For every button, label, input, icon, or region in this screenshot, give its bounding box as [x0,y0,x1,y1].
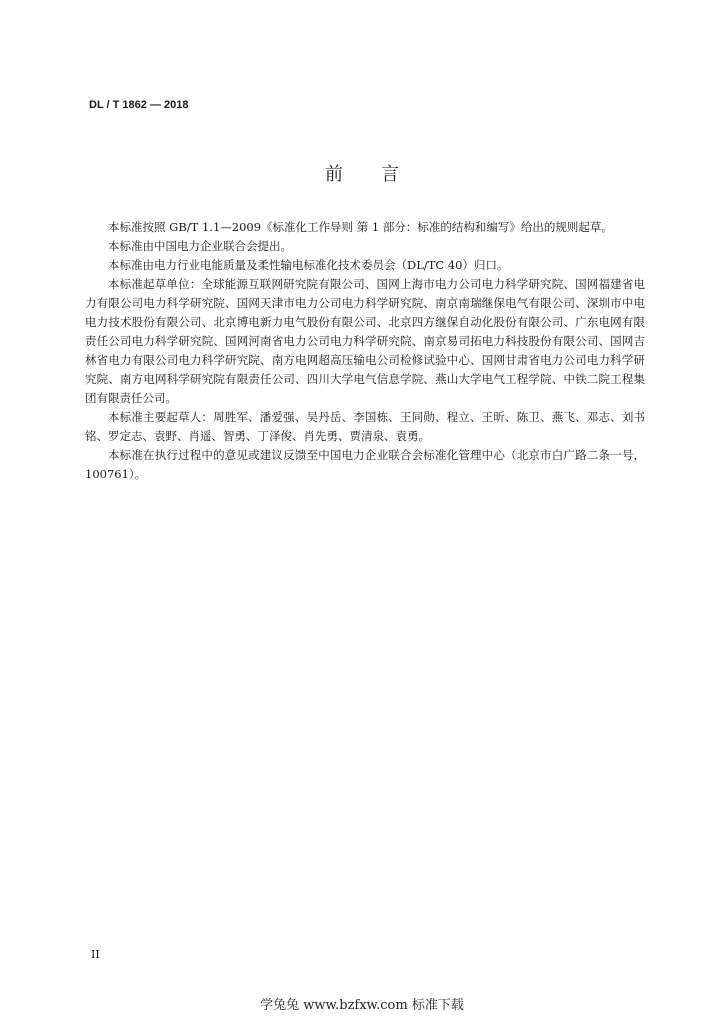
paragraph-proposer: 本标准由中国电力企业联合会提出。 [108,239,292,253]
document-code: DL / T 1862 — 2018 [89,99,189,111]
paragraph-drafting-rules: 本标准按照 GB/T 1.1—2009《标准化工作导则 第 1 部分：标准的结构和编写》给出的规则起草。 [108,220,613,234]
paragraph-feedback: 本标准在执行过程中的意见或建议反馈至中国电力企业联合会标准化管理中心（北京市白广路二条一号，100761）。 [85,448,645,481]
watermark-footer: 学兔兔 www.bzfxw.com 标准下载 [260,998,464,1013]
paragraph-committee: 本标准由电力行业电能质量及柔性输电标准化技术委员会（DL/TC 40）归口。 [108,258,509,272]
page-number: II [91,948,100,961]
page-title: 前言 [325,164,437,185]
paragraph-drafting-units: 本标准起草单位：全球能源互联网研究院有限公司、国网上海市电力公司电力科学研究院、国网福建省电力有限公司电力科学研究院、国网天津市电力公司电力科学研究院、南京南瑞继保电气有限公司、深圳市中电电力技术股份有限公司、北京博电新力电气股份有限公司、北京四方继保自动化股份有限公司、广东电网有限责任公司电力科学研究院、国网河南省电力公司电力科学研究院、南京易司拓电力科技股份有限公司、国网吉林省电力有限公司电力科学研究院、南方电网超高压输电公司检修试验中心、国网甘肃省电力公司电力科学研究院、南方电网科学研究院有限责任公司、四川大学电气信息学院、燕山大学电气工程学院、中铁二院工程集团有限责任公司。 [85,277,645,405]
foreword-body [85,218,645,484]
paragraph-drafters: 本标准主要起草人：周胜军、潘爱强、吴丹岳、李国栋、王同勋、程立、王昕、陈卫、燕飞、邓志、刘书铭、罗定志、袁野、肖遥、智勇、丁泽俊、肖先勇、贾清泉、袁勇。 [85,410,645,443]
